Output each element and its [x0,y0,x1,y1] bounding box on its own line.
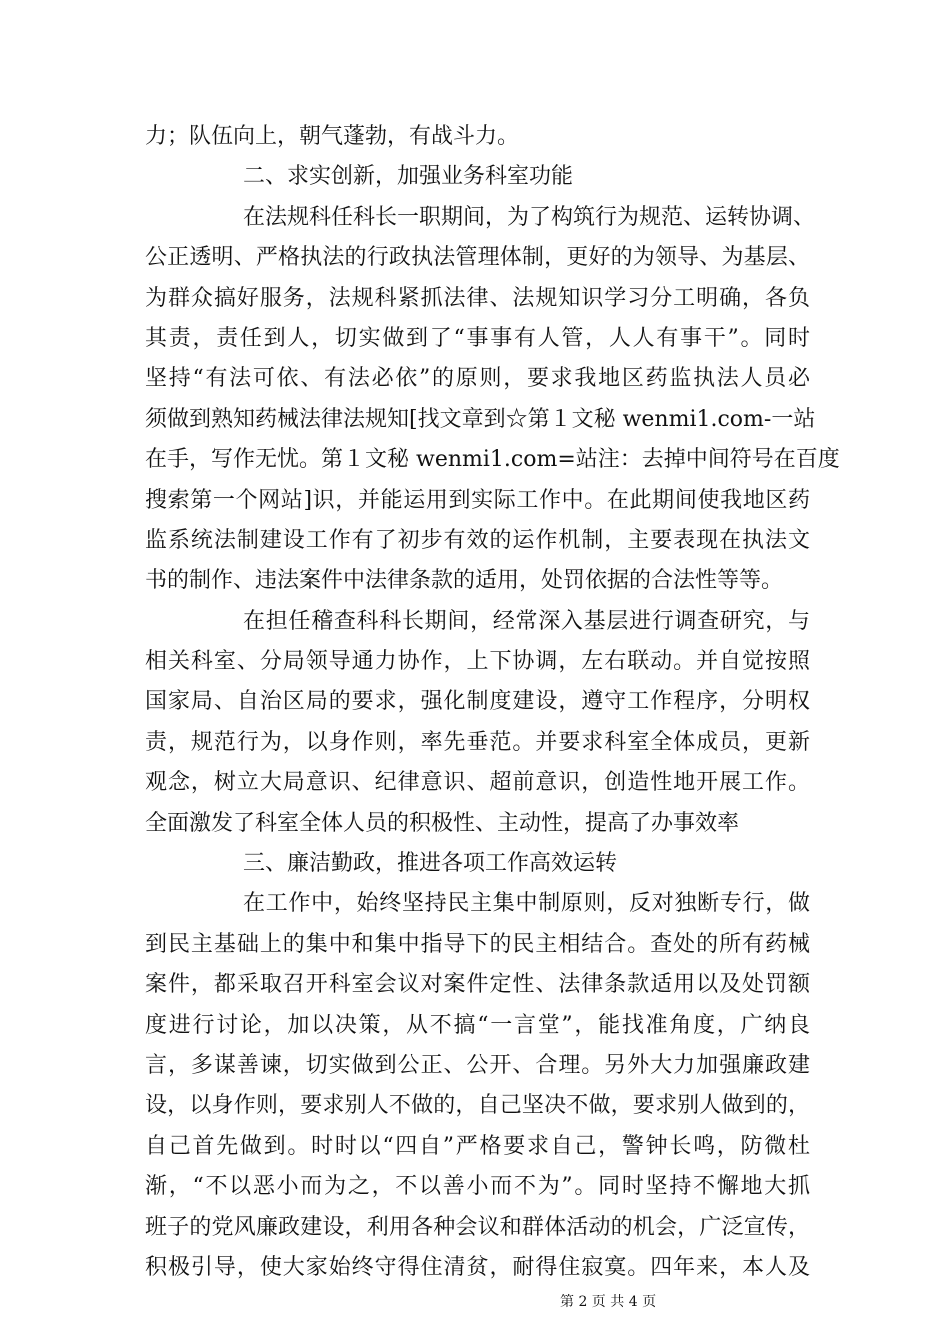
text-line: 坚持“有法可依、有法必依”的原则，要求我地区药监执法人员必 [145,366,810,392]
body-text [145,117,840,1288]
text-line: 全面激发了科室全体人员的积极性、主动性，提高了办事效率 [145,810,740,836]
text-line: 在担任稽查科科长期间，经常深入基层进行调查研究，与 [243,608,810,634]
text-line: 为群众搞好服务，法规科紧抓法律、法规知识学习分工明确，各负 [145,285,810,311]
text-line: 自己首先做到。时时以“四自”严格要求自己，警钟长鸣，防微杜 [145,1133,810,1159]
text-line: 二、求实创新，加强业务科室功能 [243,164,574,190]
text-line: 须做到熟知药械法律法规知[找文章到☆第１文秘 wenmi1.com-一站 [145,406,816,432]
text-line: 言，多谋善谏，切实做到公正、公开、合理。另外大力加强廉政建 [145,1052,810,1078]
text-line: 设，以身作则，要求别人不做的，自己坚决不做，要求别人做到的， [145,1093,810,1119]
text-line: 在工作中，始终坚持民主集中制原则，反对独断专行，做 [243,891,810,917]
text-line: 责，规范行为，以身作则，率先垂范。并要求科室全体成员，更新 [145,729,810,755]
text-line: 相关科室、分局领导通力协作，上下协调，左右联动。并自觉按照 [145,649,810,675]
text-line: 度进行讨论，加以决策，从不搞“一言堂”，能找准角度，广纳良 [145,1012,810,1038]
text-line: 观念，树立大局意识、纪律意识、超前意识，创造性地开展工作。 [145,770,810,796]
text-line: 在法规科任科长一职期间，为了构筑行为规范、运转协调、 [243,204,816,230]
text-line: 积极引导，使大家始终守得住清贫，耐得住寂寞。四年来，本人及 [145,1254,810,1280]
text-line: 国家局、自治区局的要求，强化制度建设，遵守工作程序，分明权 [145,689,810,715]
text-line: 其责，责任到人，切实做到了“事事有人管，人人有事干”。同时 [145,325,810,351]
text-line: 三、廉洁勤政，推进各项工作高效运转 [243,851,618,877]
text-line: 渐，“不以恶小而为之，不以善小而不为”。同时坚持不懈地大抓 [145,1174,810,1200]
text-line: 公正透明、严格执法的行政执法管理体制，更好的为领导、为基层、 [145,245,810,271]
text-line: 班子的党风廉政建设，利用各种会议和群体活动的机会，广泛宣传， [145,1214,810,1240]
text-line: 搜索第一个网站]识，并能运用到实际工作中。在此期间使我地区药 [145,487,810,513]
page-footer: 第 2 页 共 4 页 [560,1294,657,1310]
text-line: 在手，写作无忧。第１文秘 wenmi1.com=站注：去掉中间符号在百度 [145,447,840,473]
text-line: 案件，都采取召开科室会议对案件定性、法律条款适用以及处罚额 [145,972,810,998]
text-line: 书的制作、违法案件中法律条款的适用，处罚依据的合法性等等。 [145,568,784,594]
text-line: 力；队伍向上，朝气蓬勃，有战斗力。 [145,124,520,149]
text-line: 到民主基础上的集中和集中指导下的民主相结合。查处的所有药械 [145,931,810,957]
text-line: 监系统法制建设工作有了初步有效的运作机制，主要表现在执法文 [145,527,810,553]
